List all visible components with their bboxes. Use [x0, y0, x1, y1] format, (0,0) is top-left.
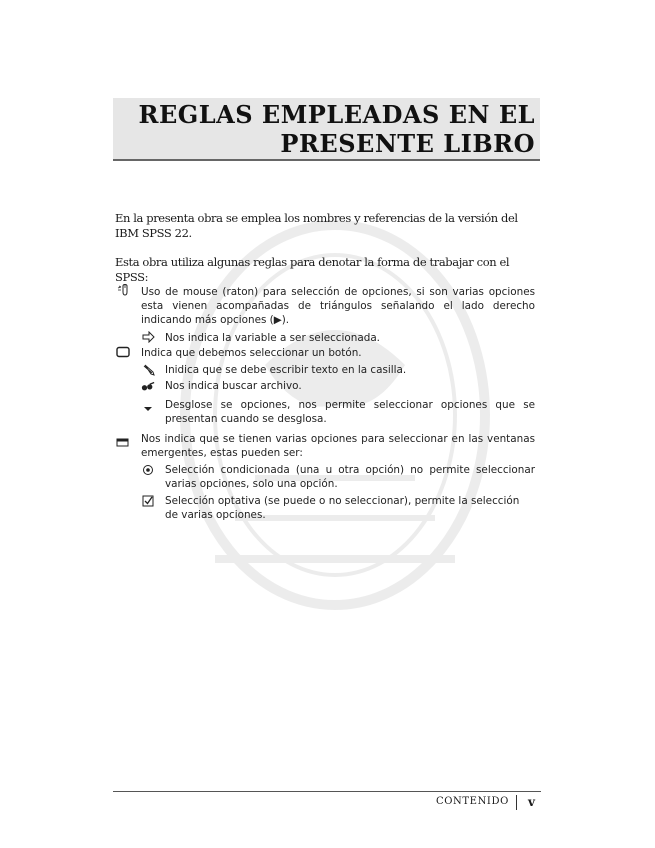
rule-arrow-text: Nos indica la variable a ser seleccionada. [165, 332, 380, 344]
rule-pencil-text: Inidica que se debe escribir texto en la casilla. [165, 364, 407, 376]
pencil-icon [142, 364, 156, 376]
mouse-icon [117, 284, 131, 296]
rule-button-text: Indica que debemos seleccionar un botón. [141, 347, 362, 359]
radio-button-icon [142, 464, 156, 476]
rule-radio-text: Selección condicionada (una u otra opción) no permite seleccionar varias opciones, solo una opción. [165, 464, 535, 490]
binoculars-icon [141, 380, 155, 392]
arrow-right-icon [142, 331, 156, 343]
button-icon [116, 346, 130, 358]
window-icon [116, 436, 130, 448]
checkbox-icon [142, 495, 156, 507]
rule-window-text: Nos indica que se tienen varias opciones para seleccionar en las ventanas emergentes, estas pueden ser: [141, 433, 535, 459]
intro-paragraph-2: Esta obra utiliza algunas reglas para denotar la forma de trabajar con el SPSS: [115, 255, 510, 284]
chapter-title-box [113, 98, 540, 161]
rule-checkbox-text: Selección optativa (se puede o no seleccionar), permite la selección de varias opciones. [165, 495, 520, 521]
rule-binoculars-text: Nos indica buscar archivo. [165, 380, 302, 392]
rule-dropdown-text: Desglose se opciones, nos permite seleccionar opciones que se presentan cuando se desglosa. [165, 399, 535, 425]
intro-paragraph-1: En la presenta obra se emplea los nombres y referencias de la versión del IBM SPSS 22. [115, 211, 518, 240]
footer-separator [516, 795, 517, 810]
footer-rule [113, 791, 541, 792]
footer-section-label: CONTENIDO [436, 796, 509, 807]
chapter-title-line2: PRESENTE LIBRO [280, 129, 535, 158]
chapter-title-line1: REGLAS EMPLEADAS EN EL [138, 100, 535, 129]
rule-mouse-text: Uso de mouse (raton) para selección de opciones, si son varias opciones esta vienen acompañadas de triángulos señalando el lado derecho indicando más opciones (▶). [141, 286, 535, 326]
dropdown-triangle-icon [142, 403, 156, 415]
footer-page-number: v [528, 795, 535, 809]
